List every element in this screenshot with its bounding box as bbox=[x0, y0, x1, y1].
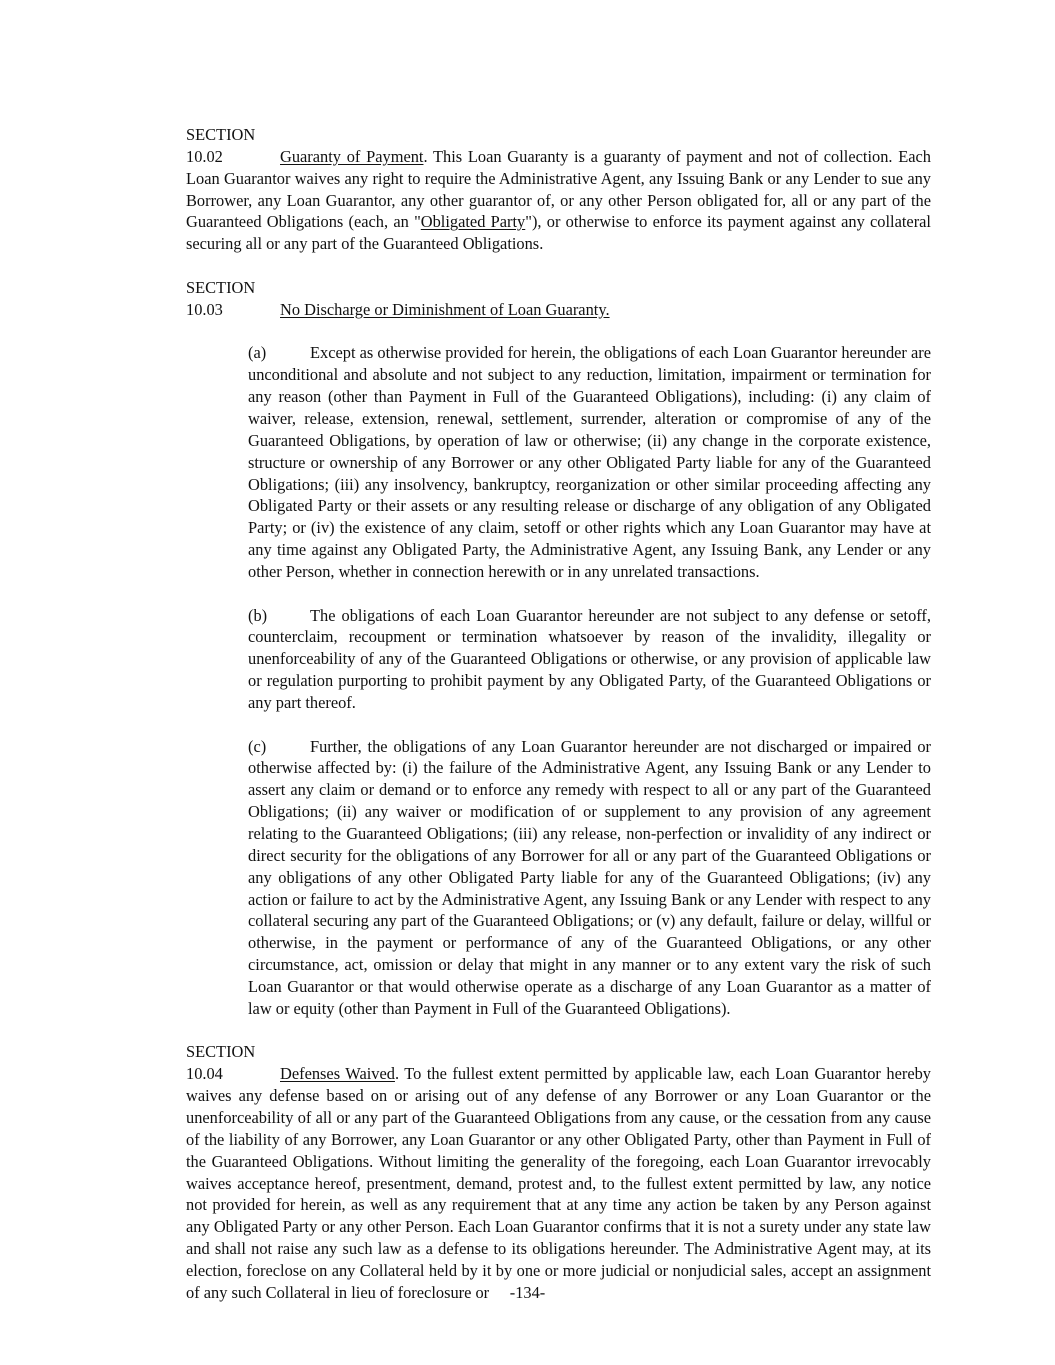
subsection-a bbox=[124, 342, 931, 582]
section-body: . To the fullest extent permitted by applicable law, each Loan Guarantor hereby waives any defense based on or arising out of any defense of any Borrower or any Loan Guarantor or the unenforceability of all or any part of the Guaranteed Obligations from any cause, or the cessation from any cause of the liability of any Borrower, any Loan Guarantor or any other Obligated Party, other than Payment in Full of the Guaranteed Obligations. Without limiting the generality of the foregoing, each Loan Guarantor irrevocably waives acceptance hereof, presentment, demand, protest and, to the fullest extent permitted by law, any notice not provided for herein, as well as any requirement that at any time any action be taken by any Person against any Obligated Party or any other Person. Each Loan Guarantor confirms that it is not a surety under any state law and shall not raise any such law as a defense to its obligations hereunder. The Administrative Agent may, at its election, foreclose on any Collateral held by it by one or more judicial or nonjudicial sales, accept an assignment of any such Collateral in lieu of foreclosure or bbox=[186, 1064, 932, 1302]
section-10-04 bbox=[124, 1041, 931, 1303]
subsection-c bbox=[124, 736, 931, 1020]
section-body-cont: "), or otherwise to enforce its payment against any collateral securing all or any part of the Guaranteed Obligations. bbox=[186, 212, 931, 254]
defined-term: Obligated Party bbox=[420, 212, 526, 232]
section-number: SECTION 10.04 bbox=[186, 1042, 256, 1084]
section-title: Guaranty of Payment bbox=[280, 146, 424, 166]
section-body: . This Loan Guaranty is a guaranty of payment and not of collection. Each Loan Guarantor waives any right to require the Administrative Agent, any Issuing Bank or any Lender to sue any Borrower, any Loan Guarantor, any other guarantor of, or any other Person obligated for, all or any part of the Guaranteed Obligations (each, an " bbox=[186, 146, 931, 232]
section-number: SECTION 10.03 bbox=[186, 277, 256, 319]
section-title: Defenses Waived bbox=[280, 1064, 395, 1084]
subsection-label: (a) bbox=[248, 343, 267, 363]
section-number: SECTION 10.02 bbox=[186, 125, 256, 166]
document-page bbox=[124, 124, 931, 1325]
section-title: No Discharge or Diminishment of Loan Guaranty. bbox=[280, 299, 610, 319]
section-10-03-heading bbox=[124, 277, 931, 321]
subsection-text: Except as otherwise provided for herein, the obligations of each Loan Guarantor hereunder are unconditional and absolute and not subject to any reduction, limitation, impairment or termination for any reason (other than Payment in Full of the Guaranteed Obligations), including: (i) any claim of waiver, release, extension, renewal, settlement, surrender, alteration or compromise of any of the Guaranteed Obligations, by operation of law or otherwise; (ii) any change in the corporate existence, structure or ownership of any Borrower or any other Obligated Party liable for any of the Guaranteed Obligations; (iii) any insolvency, bankruptcy, reorganization or other similar proceeding affecting any Obligated Party or their assets or any resulting release or discharge of any obligation of any Obligated Party; or (iv) the existence of any claim, setoff or other rights which any Loan Guarantor may have at any time against any Obligated Party, the Administrative Agent, any Issuing Bank, any Lender or any other Person, whether in connection herewith or in any unrelated transactions. bbox=[248, 343, 931, 581]
subsection-text: The obligations of each Loan Guarantor hereunder are not subject to any defense or setoff, counterclaim, recoupment or termination whatsoever by reason of the invalidity, illegality or unenforceability of any of the Guaranteed Obligations or otherwise, or any provision of applicable law or regulation purporting to prohibit payment by any Obligated Party, of the Guaranteed Obligations or any part thereof. bbox=[248, 605, 931, 712]
section-10-02 bbox=[124, 124, 931, 255]
subsection-label: (c) bbox=[248, 736, 267, 756]
subsection-b bbox=[124, 605, 931, 714]
page-number: -134- bbox=[509, 1283, 546, 1302]
subsection-label: (b) bbox=[248, 605, 268, 625]
subsection-text: Further, the obligations of any Loan Guarantor hereunder are not discharged or impaired or otherwise affected by: (i) the failure of the Administrative Agent, any Issuing Bank or any Lender to assert any claim or demand or to enforce any remedy with respect to all or any part of the Guaranteed Obligations; (ii) any waiver or modification of or supplement to any provision of any agreement relating to the Guaranteed Obligations; (iii) any release, non-perfection or invalidity of any indirect or direct security for the obligations of any Borrower for all or any part of the Guaranteed Obligations or any obligations of any other Obligated Party liable for any of the Guaranteed Obligations; (iv) any action or failure to act by the Administrative Agent, any Issuing Bank or any Lender with respect to any collateral securing any part of the Guaranteed Obligations; or (v) any default, failure or delay, willful or otherwise, in the payment or performance of any of the Guaranteed Obligations, or any other circumstance, act, omission or delay that might in any manner or to any extent vary the risk of such Loan Guarantor or that would otherwise operate as a discharge of any Loan Guarantor as a matter of law or equity (other than Payment in Full of the Guaranteed Obligations). bbox=[248, 736, 931, 1018]
